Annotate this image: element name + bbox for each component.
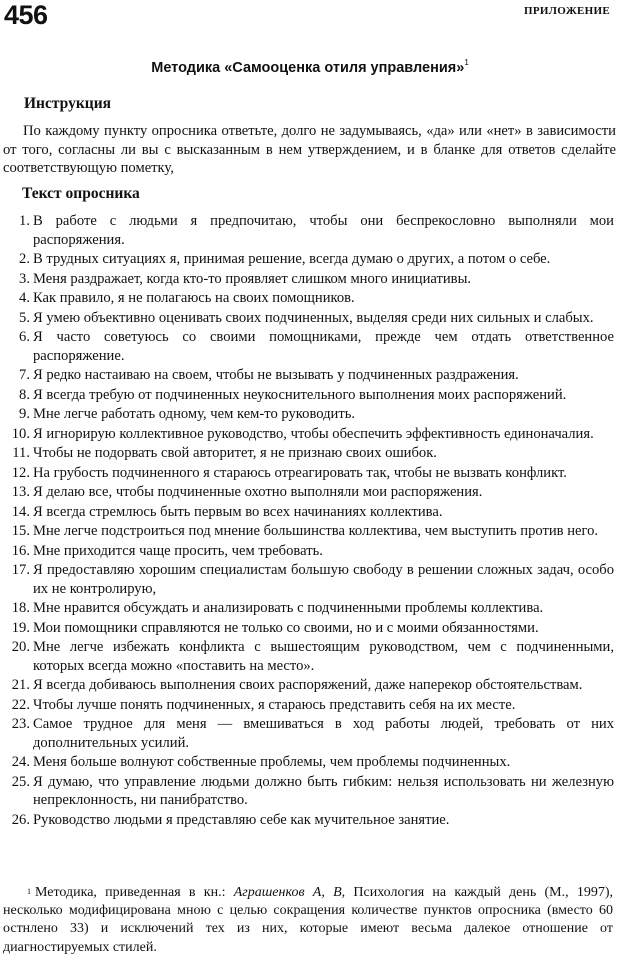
page-title xyxy=(0,60,620,76)
footnote-prefix: Методика, приведенная в кн.: xyxy=(35,885,226,900)
question-text: Я всегда добиваюсь выполнения своих распоряжений, даже наперекор обстоятельствам. xyxy=(33,677,583,693)
question-item xyxy=(0,811,620,830)
question-item xyxy=(0,483,620,502)
question-number: 3. xyxy=(19,270,30,287)
question-item xyxy=(0,425,620,444)
question-number: 4. xyxy=(19,290,30,306)
question-number: 23. xyxy=(11,716,30,732)
title-footnote-mark[interactable]: 1 xyxy=(464,58,469,67)
footnote-author: Аграшенков А, В, xyxy=(233,885,346,900)
question-number: 8. xyxy=(19,386,30,403)
question-item xyxy=(0,444,620,463)
question-item xyxy=(0,366,620,385)
question-text: Чтобы лучше понять подчиненных, я стараюсь представить себя на их месте. xyxy=(33,696,516,713)
instructions-heading: Инструкция xyxy=(24,95,112,112)
question-item xyxy=(0,773,620,810)
question-text: Я делаю все, чтобы подчиненные охотно выполняли мои распоряжения. xyxy=(33,484,483,500)
question-item xyxy=(0,212,620,249)
question-item xyxy=(0,542,620,561)
questionnaire-heading: Текст опросника xyxy=(22,185,140,202)
question-text: В работе с людьми я предпочитаю, чтобы они беспрекословно выполняли мои распоряжения. xyxy=(33,213,614,248)
question-text: Самое трудное для меня — вмешиваться в ход работы людей, требовать от них дополнительных усилий. xyxy=(33,716,614,751)
question-number: 20. xyxy=(11,639,30,655)
question-number: 5. xyxy=(19,309,30,326)
question-number: 6. xyxy=(19,329,30,345)
question-item xyxy=(0,309,620,328)
question-number: 18. xyxy=(11,600,30,616)
question-text: Меня больше волнуют собственные проблемы, чем проблемы подчиненных. xyxy=(33,754,511,770)
question-text: Я всегда стремлюсь быть первым во всех начинаниях коллектива. xyxy=(33,503,443,520)
question-item xyxy=(0,289,620,308)
question-text: Меня раздражает, когда кто-то проявляет слишком много инициативы. xyxy=(33,270,472,287)
question-number: 1. xyxy=(19,213,30,229)
question-item xyxy=(0,561,620,598)
question-number: 19. xyxy=(11,619,30,636)
question-item xyxy=(0,328,620,365)
question-number: 16. xyxy=(11,542,30,559)
running-head: ПРИЛОЖЕНИЕ xyxy=(524,5,610,17)
question-text: Я часто советуюсь со своими помощниками, прежде чем отдать ответственное распоряжение. xyxy=(33,329,614,364)
footnote xyxy=(3,884,613,957)
question-number: 2. xyxy=(19,251,30,267)
question-item xyxy=(0,405,620,424)
question-text: Мне нравится обсуждать и анализировать с подчиненными проблемы коллектива. xyxy=(33,600,544,616)
question-text: Я игнорирую коллективное руководство, чтобы обеспечить эффективность единоначалия. xyxy=(33,425,594,442)
footnote-mark: 1 xyxy=(27,887,31,896)
question-item xyxy=(0,715,620,752)
question-item xyxy=(0,270,620,289)
question-item xyxy=(0,522,620,541)
question-item xyxy=(0,676,620,695)
question-number: 13. xyxy=(11,484,30,500)
question-number: 24. xyxy=(11,754,30,770)
question-text: Я умею объективно оценивать своих подчиненных, выделяя среди них сильных и слабых. xyxy=(33,309,594,326)
question-text: Я редко настаиваю на своем, чтобы не вызывать у подчиненных раздражения. xyxy=(33,367,519,383)
question-number: 26. xyxy=(11,811,30,828)
question-item xyxy=(0,386,620,405)
question-text: Чтобы не подорвать свой авторитет, я не признаю своих ошибок. xyxy=(33,445,437,461)
question-text: В трудных ситуациях я, принимая решение, всегда думаю о других, а потом о себе. xyxy=(33,251,551,267)
question-number: 7. xyxy=(19,367,30,383)
question-number: 10. xyxy=(11,425,30,442)
question-text: Как правило, я не полагаюсь на своих помощников. xyxy=(33,290,355,306)
question-item xyxy=(0,753,620,772)
question-text: Руководство людьми я представляю себе как мучительное занятие. xyxy=(33,811,450,828)
question-text: На грубость подчиненного я стараюсь отреагировать так, чтобы не вызвать конфликт. xyxy=(33,464,567,481)
question-item xyxy=(0,638,620,675)
question-text: Я всегда требую от подчиненных неукоснительного выполнения моих распоряжений. xyxy=(33,386,567,403)
questionnaire-list xyxy=(0,212,620,830)
footnote-rest: Психология на каждый день (М., 1997), несколько модифицирована мною с целью сокращения количестве пунктов опросника (вместо 60 остнлено 33) и исключений тех из них, которые имеют весьма далекое отношение от диагностируемых стилей. xyxy=(3,885,614,955)
question-item xyxy=(0,503,620,522)
question-text: Мне легче работать одному, чем кем-то руководить. xyxy=(33,406,356,422)
page-number: 456 xyxy=(4,0,48,30)
question-number: 11. xyxy=(12,445,30,461)
question-text: Мне легче подстроиться под мнение большинства коллектива, чем выступить против него. xyxy=(33,523,599,539)
question-item xyxy=(0,250,620,269)
question-number: 21. xyxy=(11,677,30,693)
question-text: Я предоставляю хорошим специалистам большую свободу в решении сложных задач, особо их не контролирую, xyxy=(33,562,614,597)
question-item xyxy=(0,696,620,715)
question-text: Мои помощники справляются не только со своими, но и с моими обязанностями. xyxy=(33,619,539,636)
question-item xyxy=(0,619,620,638)
question-number: 14. xyxy=(11,503,30,520)
question-item xyxy=(0,599,620,618)
question-number: 25. xyxy=(11,773,30,790)
question-number: 15. xyxy=(11,523,30,539)
question-number: 9. xyxy=(19,406,30,422)
instructions-body: По каждому пункту опросника ответьте, долго не задумываясь, «да» или «нет» в зависимости от того, согласны ли вы с высказанным в нем утверждением, и в бланке для ответов сделайте соответствующую пометку, xyxy=(3,123,616,176)
question-item xyxy=(0,464,620,483)
question-text: Я думаю, что управление людьми должно быть гибким: нельзя использовать ни железную непреклонность, ни панибратство. xyxy=(33,773,614,808)
question-number: 12. xyxy=(11,464,30,481)
question-text: Мне приходится чаще просить, чем требовать. xyxy=(33,542,323,559)
question-number: 17. xyxy=(11,562,30,578)
title-text: Методика «Самооценка отиля управления» xyxy=(151,60,465,76)
question-number: 22. xyxy=(11,696,30,713)
question-text: Мне легче избежать конфликта с вышестоящим руководством, чем с подчиненными, которых всегда можно «поставить на место». xyxy=(33,639,614,674)
